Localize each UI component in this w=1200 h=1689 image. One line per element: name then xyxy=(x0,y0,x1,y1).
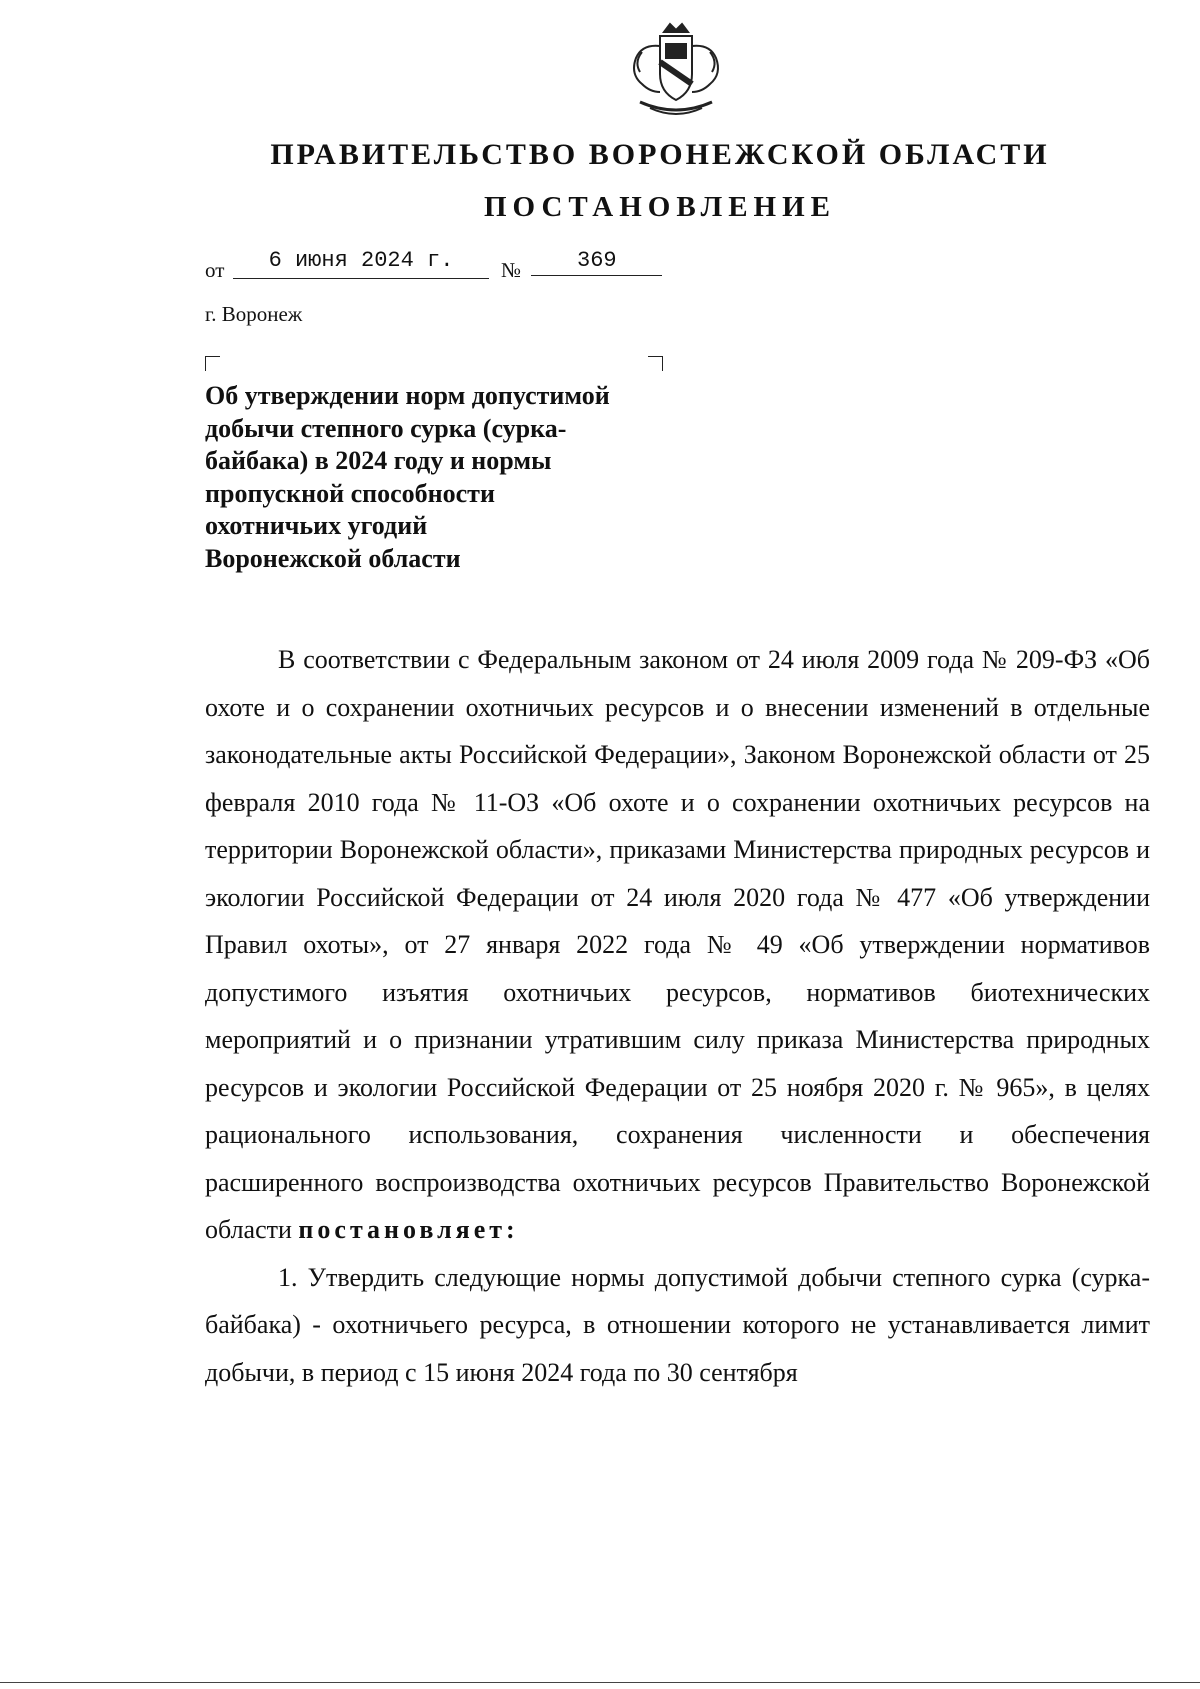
document-type-title: ПОСТАНОВЛЕНИЕ xyxy=(483,191,836,223)
corner-mark-left xyxy=(205,356,220,371)
subject-line: байбака) в 2024 году и нормы xyxy=(205,446,552,475)
subject-line: охотничьих угодий xyxy=(205,511,428,540)
number-label: № xyxy=(501,258,522,282)
preamble-text: В соответствии с Федеральным законом от 24 июля 2009 года № 209-ФЗ «Об охоте и о сохранении охотничьих ресурсов и о внесении изменений в отдельные законодательные акты Российской Федерации», Законом Воронежской области от 25 февраля 2010 года № 11-ОЗ «Об охоте и о сохранении охотничьих ресурсов на территории Воронежской области», приказами Министерства природных ресурсов и экологии Российской Федерации от 24 июля 2020 года № 477 «Об утверждении Правил охоты», от 27 января 2022 года № 49 «Об утверждении нормативов допустимого изъятия охотничьих ресурсов, нормативов биотехнических мероприятий и о признании утратившим силу приказа Министерства природных ресурсов и экологии Российской Федерации от 25 ноября 2020 г. № 965», в целях рационального использования, сохранения численности и обеспечения расширенного воспроизводства охотничьих ресурсов Правительство Воронежской области xyxy=(205,645,1150,1244)
subject-line: добычи степного сурка (сурка- xyxy=(205,413,567,443)
clause-1-paragraph: 1. Утвердить следующие нормы допустимой добычи степного сурка (сурка-байбака) - охотничьего ресурса, в отношении которого не устанавливается лимит добычи, в период с 15 июня 2024 года по 30 сентября xyxy=(205,1262,1150,1387)
subject-line: Об утверждении норм допустимой xyxy=(205,381,610,410)
decree-keyword: постановляет: xyxy=(298,1215,519,1244)
preamble-paragraph xyxy=(205,636,1150,1254)
government-title: ПРАВИТЕЛЬСТВО ВОРОНЕЖСКОЙ ОБЛАСТИ xyxy=(270,138,1050,171)
decree-subject xyxy=(205,380,675,575)
coat-of-arms-emblem xyxy=(620,22,732,122)
subject-line: пропускной способности xyxy=(205,478,495,508)
subject-line: Воронежской области xyxy=(205,543,461,573)
city-label: г. Воронеж xyxy=(205,302,303,326)
date-prefix-label: от xyxy=(205,258,225,282)
decree-number: 369 xyxy=(531,248,662,276)
corner-mark-right xyxy=(648,356,663,371)
document-body xyxy=(205,636,1150,1396)
decree-date: 6 июня 2024 г. xyxy=(233,248,489,279)
page-bottom-edge xyxy=(0,1682,1200,1683)
